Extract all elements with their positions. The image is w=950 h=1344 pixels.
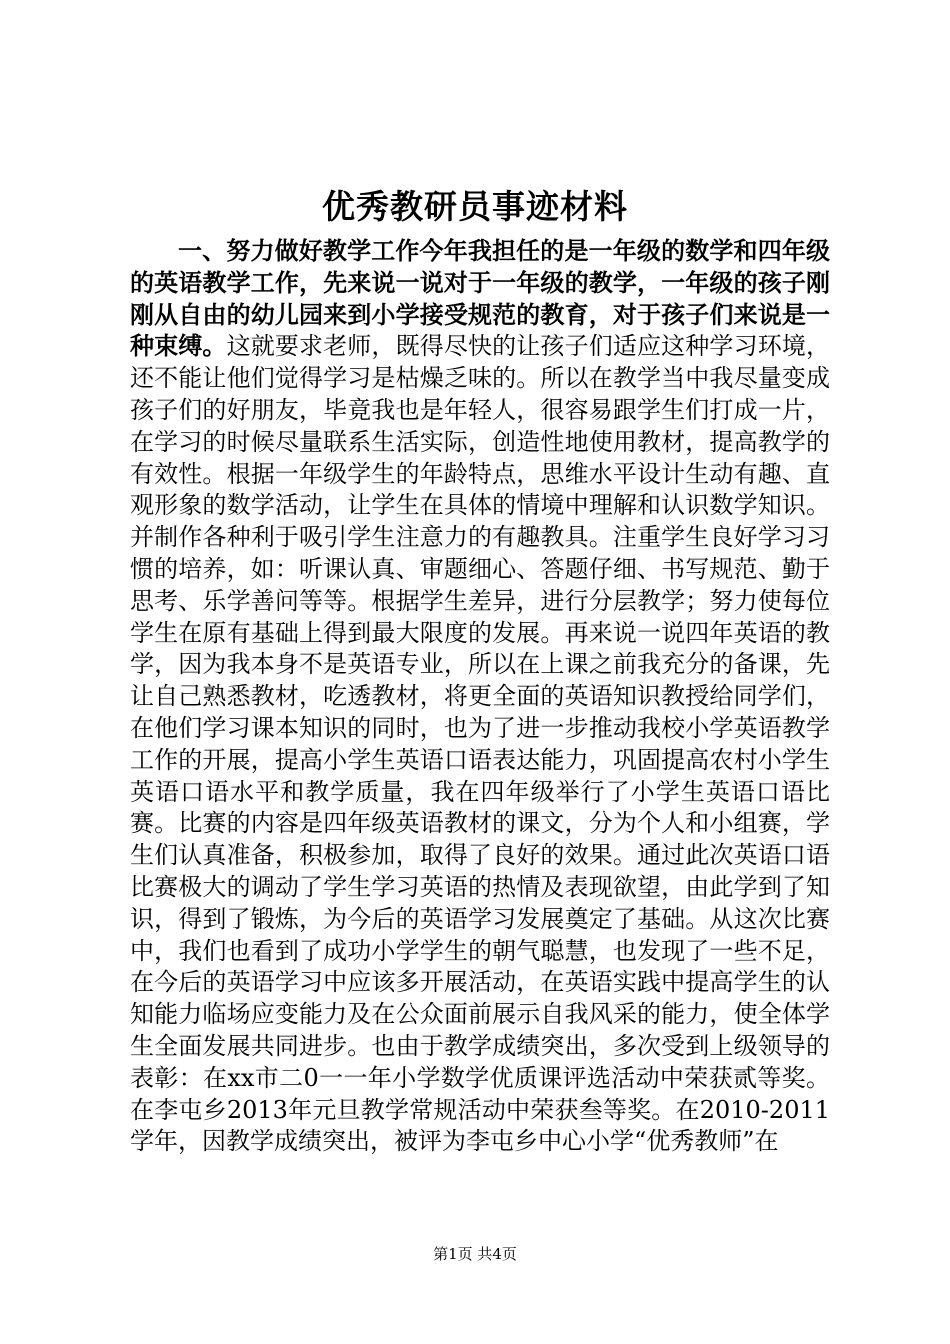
document-title: 优秀教研员事迹材料	[322, 187, 628, 226]
lead-text: 一、努力做好教学工作今年我担任的是一年级的数学和四年级的英语教学工作，先来说一说对于一年级的教学，一年级的孩子刚刚从自由的幼儿园来到小学接受规范的教育，对于孩子们来说是一种束缚。	[130, 237, 830, 361]
body-text: 这就要求老师，既得尽快的让孩子们适应这种学习环境，还不能让他们觉得学习是枯燥乏味的。所以在教学当中我尽量变成孩子们的好朋友，毕竟我也是年轻人，很容易跟学生们打成一片，在学习的时候尽量联系生活实际，创造性地使用教材，提高教学的有效性。根据一年级学生的年龄特点，思维水平设计生动有趣、直观形象的数学活动，让学生在具体的情境中理解和认识数学知识。并制作各种利于吸引学生注意力的有趣教具。注重学生良好学习习惯的培养，如：听课认真、审题细心、答题仔细、书写规范、勤于思考、乐学善问等等。根据学生差异，进行分层教学；努力使每位学生在原有基础上得到最大限度的发展。再来说一说四年英语的教学，因为我本身不是英语专业，所以在上课之前我充分的备课，先让自己熟悉教材，吃透教材，将更全面的英语知识教授给同学们，在他们学习课本知识的同时，也为了进一步推动我校小学英语教学工作的开展，提高小学生英语口语表达能力，巩固提高农村小学生英语口语水平和教学质量，我在四年级举行了小学生英语口语比赛。比赛的内容是四年级英语教材的课文，分为个人和小组赛，学生们认真准备，积极参加，取得了良好的效果。通过此次英语口语比赛极大的调动了学生学习英语的热情及表现欲望，由此学到了知识，得到了锻炼，为今后的英语学习发展奠定了基础。从这次比赛中，我们也看到了成功小学学生的朝气聪慧，也发现了一些不足，在今后的英语学习中应该多开展活动，在英语实践中提高学生的认知能力临场应变能力及在公众面前展示自我风采的能力，使全体学生全面发展共同进步。也由于教学成绩突出，多次受到上级领导的表彰：在xx市二0一一年小学数学优质课评选活动中荣获贰等奖。在李屯乡2013年元旦教学常规活动中荣获叁等奖。在2010-2011学年，因教学成绩突出，被评为李屯乡中心小学“优秀教师”在	[130, 332, 831, 1156]
page-footer: 第1页 共4页	[433, 1245, 517, 1263]
body-paragraph	[130, 236, 830, 1158]
